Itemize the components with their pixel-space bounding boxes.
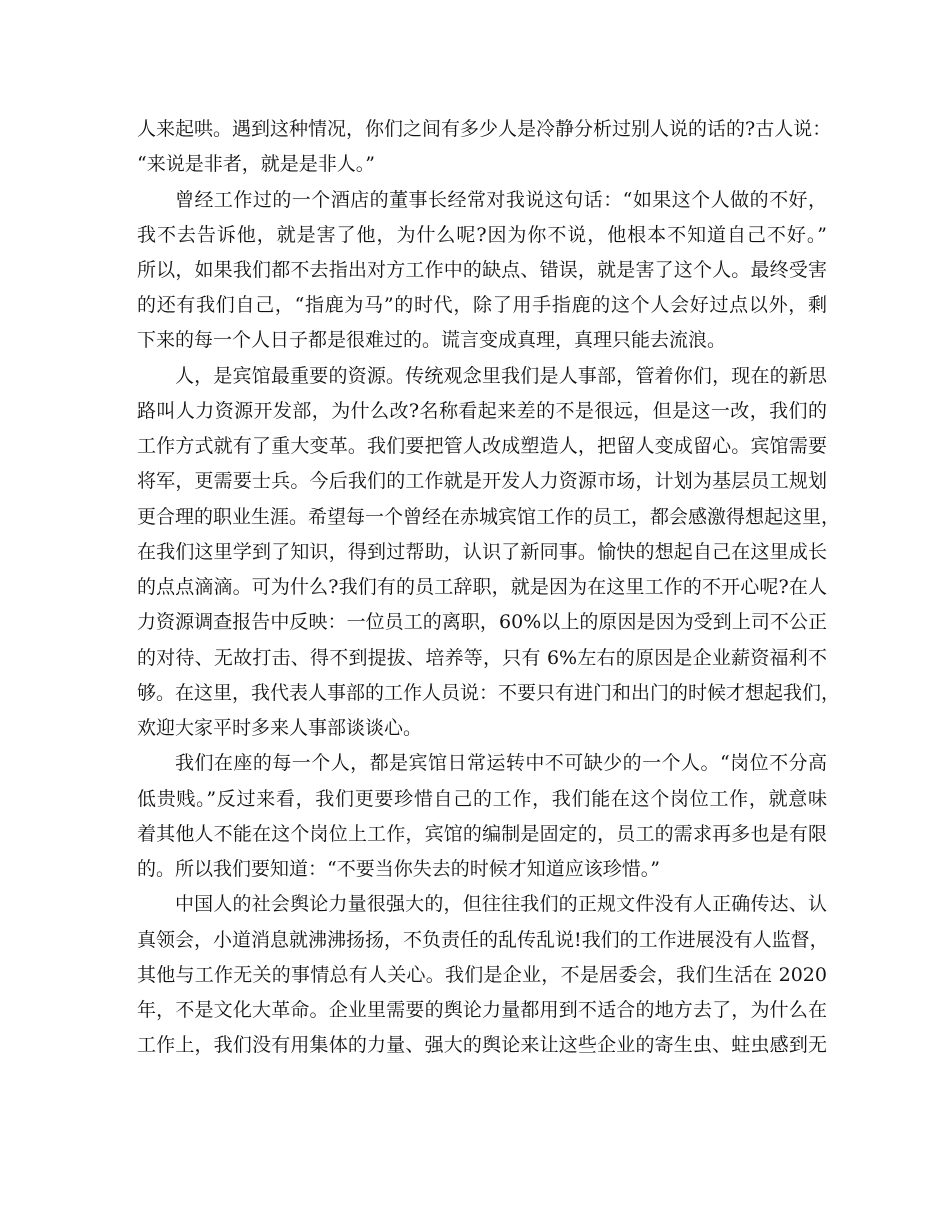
paragraph-first-line: 中国人的社会舆论力量很强大的，但往往我们的正规文件没有人正确传达、认 <box>175 893 827 915</box>
text-line: 我不去告诉他，就是害了他，为什么呢?因为你不说，他根本不知道自己不好。” <box>137 224 827 246</box>
text-line: 力资源调查报告中反映：一位员工的离职，60%以上的原因是因为受到上司不公正 <box>137 611 827 633</box>
text-line: 的对待、无故打击、得不到提拔、培养等，只有 6%左右的原因是企业薪资福利不 <box>137 647 827 669</box>
text-line: 着其他人不能在这个岗位上工作，宾馆的编制是固定的，员工的需求再多也是有限 <box>137 823 827 845</box>
text-line: 的还有我们自己，“指鹿为马”的时代，除了用手指鹿的这个人会好过点以外，剩 <box>137 294 827 316</box>
text-line: 的点点滴滴。可为什么?我们有的员工辞职，就是因为在这里工作的不开心呢?在人 <box>137 576 827 598</box>
text-line: 够。在这里，我代表人事部的工作人员说：不要只有进门和出门的时候才想起我们， <box>137 682 841 704</box>
text-line: 年，不是文化大革命。企业里需要的舆论力量都用到不适合的地方去了，为什么在 <box>137 999 827 1021</box>
text-line: “来说是非者，就是是非人。” <box>137 153 375 175</box>
text-line: 真领会，小道消息就沸沸扬扬，不负责任的乱传乱说!我们的工作进展没有人监督， <box>137 929 829 951</box>
text-line: 下来的每一个人日子都是很难过的。谎言变成真理，真理只能去流浪。 <box>137 329 727 351</box>
paragraph-first-line: 曾经工作过的一个酒店的董事长经常对我说这句话：“如果这个人做的不好， <box>175 189 827 211</box>
text-line: 将军，更需要士兵。今后我们的工作就是开发人力资源市场，计划为基层员工规划 <box>137 470 827 492</box>
text-line: 路叫人力资源开发部，为什么改?名称看起来差的不是很远，但是这一改，我们的 <box>137 400 827 422</box>
paragraph-first-line: 我们在座的每一个人，都是宾馆日常运转中不可缺少的一个人。“岗位不分高 <box>175 752 827 774</box>
text-line: 工作上，我们没有用集体的力量、强大的舆论来让这些企业的寄生虫、蛀虫感到无 <box>137 1034 827 1056</box>
text-line: 在我们这里学到了知识，得到过帮助，认识了新同事。愉快的想起自己在这里成长 <box>137 541 827 563</box>
text-line: 其他与工作无关的事情总有人关心。我们是企业，不是居委会，我们生活在 2020 <box>137 964 827 986</box>
text-line: 工作方式就有了重大变革。我们要把管人改成塑造人，把留人变成留心。宾馆需要 <box>137 435 827 457</box>
text-line: 更合理的职业生涯。希望每一个曾经在赤城宾馆工作的员工，都会感激得想起这里， <box>137 506 841 528</box>
text-line: 的。所以我们要知道：“不要当你失去的时候才知道应该珍惜。” <box>137 858 660 880</box>
text-line: 人来起哄。遇到这种情况，你们之间有多少人是冷静分析过别人说的话的?古人说： <box>137 118 832 140</box>
text-line: 所以，如果我们都不去指出对方工作中的缺点、错误，就是害了这个人。最终受害 <box>137 259 827 281</box>
paragraph-first-line: 人，是宾馆最重要的资源。传统观念里我们是人事部，管着你们，现在的新思 <box>175 365 827 387</box>
text-line: 欢迎大家平时多来人事部谈谈心。 <box>137 717 423 739</box>
text-line: 低贵贱。”反过来看，我们更要珍惜自己的工作，我们能在这个岗位工作，就意味 <box>137 788 827 810</box>
